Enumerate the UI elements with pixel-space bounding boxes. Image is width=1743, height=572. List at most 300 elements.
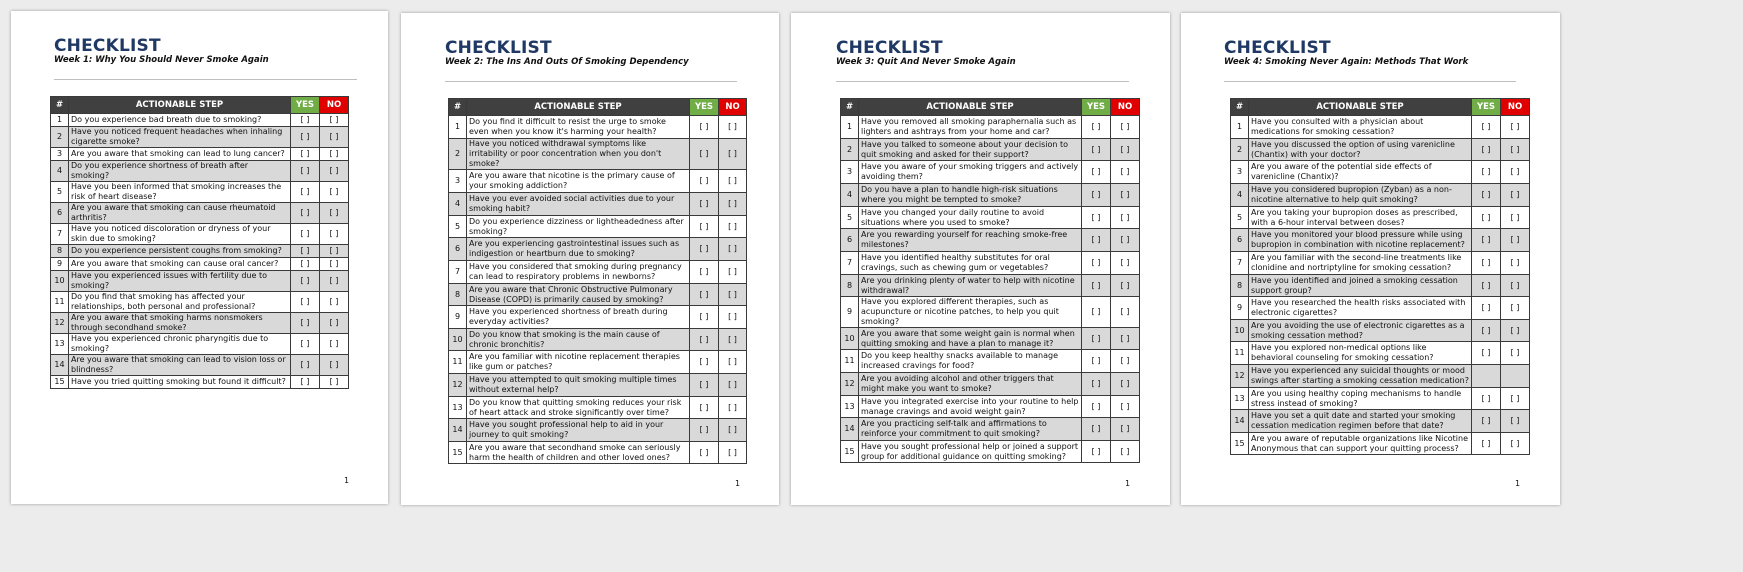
yes-checkbox[interactable]: [ ] [291,127,320,148]
step-text: Are you aware of the potential side effects of varenicline (Chantix)? [1249,161,1472,184]
yes-checkbox[interactable]: [ ] [690,238,719,261]
header-row [1231,99,1530,116]
no-checkbox[interactable]: [ ] [1111,184,1140,207]
step-text: Have you consulted with a physician about medications for smoking cessation? [1249,116,1472,139]
page-subtitle: Week 1: Why You Should Never Smoke Again [54,55,269,65]
row-number: 3 [449,170,467,193]
page-title: CHECKLIST [445,38,552,58]
header-step: ACTIONABLE STEP [467,99,690,116]
page-subtitle: Week 4: Smoking Never Again: Methods That Work [1224,57,1469,67]
page-subtitle: Week 2: The Ins And Outs Of Smoking Dependency [445,57,689,67]
row-number: 10 [841,328,859,350]
table-row [449,139,747,170]
no-checkbox[interactable]: [ ] [320,182,349,203]
no-checkbox[interactable]: [ ] [1111,373,1140,396]
table-row [449,261,747,284]
no-checkbox[interactable]: [ ] [1111,229,1140,252]
table-row [51,161,349,182]
header-num: # [449,99,467,116]
table-row [51,224,349,245]
table-row [449,374,747,397]
step-text: Have you identified healthy substitutes for oral cravings, such as chewing gum or vegetables? [859,252,1082,275]
yes-checkbox[interactable]: [ ] [690,116,719,139]
step-text: Have you ever avoided social activities due to your smoking habit? [467,193,690,216]
yes-checkbox[interactable]: [ ] [291,355,320,376]
table-row [841,418,1140,441]
no-checkbox[interactable]: [ ] [320,161,349,182]
no-checkbox[interactable]: [ ] [1501,207,1530,229]
yes-checkbox[interactable]: [ ] [690,306,719,329]
step-text: Do you keep healthy snacks available to manage increased cravings for food? [859,350,1082,373]
checklist-page [11,11,388,504]
no-checkbox[interactable]: [ ] [320,203,349,224]
step-text: Are you drinking plenty of water to help with nicotine withdrawal? [859,275,1082,297]
header-row [449,99,747,116]
row-number: 7 [449,261,467,284]
step-text: Do you find that smoking has affected your relationships, both personal and professional? [69,292,291,313]
no-checkbox[interactable]: [ ] [320,258,349,271]
no-checkbox[interactable]: [ ] [1111,350,1140,373]
no-checkbox[interactable]: [ ] [1111,161,1140,184]
no-checkbox[interactable]: [ ] [320,355,349,376]
table-row [449,306,747,329]
no-checkbox[interactable]: [ ] [1501,275,1530,297]
table-row [1231,207,1530,229]
yes-checkbox[interactable]: [ ] [1472,297,1501,320]
row-number: 9 [51,258,69,271]
yes-checkbox[interactable]: [ ] [1082,229,1111,252]
row-number: 5 [449,216,467,238]
yes-checkbox[interactable]: [ ] [690,329,719,351]
table-row [1231,161,1530,184]
no-checkbox[interactable]: [ ] [719,306,747,329]
row-number: 15 [449,442,467,464]
row-number: 1 [841,116,859,139]
row-number: 14 [1231,410,1249,433]
row-number: 6 [841,229,859,252]
row-number: 7 [1231,252,1249,275]
no-checkbox[interactable]: [ ] [1111,116,1140,139]
table-row [449,116,747,139]
checklist-table [448,98,747,464]
step-text: Have you sought professional help or joined a support group for additional guidance on quitting smoking? [859,441,1082,463]
yes-checkbox[interactable]: [ ] [1082,275,1111,297]
row-number: 8 [1231,275,1249,297]
yes-checkbox[interactable]: [ ] [690,216,719,238]
step-text: Are you aware that smoking can lead to vision loss or blindness? [69,355,291,376]
yes-checkbox[interactable]: [ ] [291,114,320,127]
table-row [51,292,349,313]
yes-checkbox[interactable]: [ ] [1082,373,1111,396]
table-row [449,397,747,419]
no-checkbox[interactable]: [ ] [1111,139,1140,161]
row-number: 1 [449,116,467,139]
step-text: Are you taking your bupropion doses as prescribed, with a 6-hour interval between doses? [1249,207,1472,229]
table-row [841,297,1140,328]
no-checkbox[interactable]: [ ] [320,127,349,148]
step-text: Have you noticed discoloration or dryness of your skin due to smoking? [69,224,291,245]
no-checkbox[interactable]: [ ] [1111,207,1140,229]
no-checkbox[interactable]: [ ] [1501,388,1530,410]
table-row [51,334,349,355]
table-row [449,170,747,193]
yes-checkbox[interactable]: [ ] [1082,350,1111,373]
row-number: 13 [1231,388,1249,410]
row-number: 9 [449,306,467,329]
yes-checkbox[interactable]: [ ] [1472,388,1501,410]
row-number: 5 [1231,207,1249,229]
table-row [1231,433,1530,455]
page-title: CHECKLIST [54,36,161,56]
yes-checkbox[interactable]: [ ] [1472,161,1501,184]
header-num: # [841,99,859,116]
row-number: 3 [51,148,69,161]
table-row [841,161,1140,184]
page-subtitle: Week 3: Quit And Never Smoke Again [836,57,1016,67]
yes-checkbox[interactable]: [ ] [291,258,320,271]
step-text: Are you aware that secondhand smoke can seriously harm the health of children and other loved ones? [467,442,690,464]
header-step: ACTIONABLE STEP [859,99,1082,116]
no-checkbox[interactable]: [ ] [719,442,747,464]
yes-checkbox[interactable]: [ ] [690,170,719,193]
table-row [1231,139,1530,161]
row-number: 4 [449,193,467,216]
row-number: 10 [1231,320,1249,342]
yes-checkbox[interactable]: [ ] [1472,320,1501,342]
no-checkbox[interactable]: [ ] [320,245,349,258]
table-row [449,351,747,374]
yes-checkbox[interactable] [1472,365,1501,388]
table-row [51,376,349,389]
no-checkbox[interactable]: [ ] [1111,418,1140,441]
no-checkbox[interactable]: [ ] [1111,252,1140,275]
row-number: 8 [51,245,69,258]
step-text: Do you experience dizziness or lightheadedness after smoking? [467,216,690,238]
yes-checkbox[interactable]: [ ] [1082,207,1111,229]
table-row [1231,275,1530,297]
row-number: 9 [1231,297,1249,320]
yes-checkbox[interactable]: [ ] [291,182,320,203]
yes-checkbox[interactable]: [ ] [1472,275,1501,297]
no-checkbox[interactable]: [ ] [1501,410,1530,433]
no-checkbox[interactable]: [ ] [719,261,747,284]
yes-checkbox[interactable]: [ ] [1472,410,1501,433]
divider [836,81,1129,82]
step-text: Have you attempted to quit smoking multiple times without external help? [467,374,690,397]
no-checkbox[interactable]: [ ] [719,139,747,170]
yes-checkbox[interactable]: [ ] [1472,252,1501,275]
yes-checkbox[interactable]: [ ] [690,284,719,306]
yes-checkbox[interactable]: [ ] [291,376,320,389]
no-checkbox[interactable]: [ ] [719,419,747,442]
no-checkbox[interactable] [1501,365,1530,388]
yes-checkbox[interactable]: [ ] [291,271,320,292]
no-checkbox[interactable]: [ ] [1111,328,1140,350]
row-number: 13 [449,397,467,419]
table-row [841,350,1140,373]
yes-checkbox[interactable]: [ ] [291,203,320,224]
no-checkbox[interactable]: [ ] [719,170,747,193]
page-number: 1 [1125,479,1131,488]
table-row [51,114,349,127]
yes-checkbox[interactable]: [ ] [1082,297,1111,328]
table-row [51,355,349,376]
table-row [841,373,1140,396]
yes-checkbox[interactable]: [ ] [291,313,320,334]
table-row [449,193,747,216]
step-text: Have you experienced chronic pharyngitis due to smoking? [69,334,291,355]
table-row [51,182,349,203]
no-checkbox[interactable]: [ ] [1501,342,1530,365]
no-checkbox[interactable]: [ ] [719,351,747,374]
table-row [841,207,1140,229]
step-text: Have you set a quit date and started your smoking cessation medication regimen before that date? [1249,410,1472,433]
row-number: 10 [449,329,467,351]
no-checkbox[interactable]: [ ] [1501,229,1530,252]
yes-checkbox[interactable]: [ ] [1472,184,1501,207]
row-number: 2 [1231,139,1249,161]
step-text: Have you experienced any suicidal thoughts or mood swings after starting a smoking cessation medication? [1249,365,1472,388]
yes-checkbox[interactable]: [ ] [1082,139,1111,161]
step-text: Are you practicing self-talk and affirmations to reinforce your commitment to quit smoking? [859,418,1082,441]
step-text: Are you aware that some weight gain is normal when quitting smoking and have a plan to manage it? [859,328,1082,350]
yes-checkbox[interactable]: [ ] [1082,184,1111,207]
step-text: Have you tried quitting smoking but found it difficult? [69,376,291,389]
yes-checkbox[interactable]: [ ] [1082,161,1111,184]
table-row [841,275,1140,297]
row-number: 8 [449,284,467,306]
yes-checkbox[interactable]: [ ] [690,261,719,284]
yes-checkbox[interactable]: [ ] [1472,207,1501,229]
no-checkbox[interactable]: [ ] [320,313,349,334]
row-number: 15 [1231,433,1249,455]
step-text: Are you familiar with the second-line treatments like clonidine and nortriptyline for smoking cessation? [1249,252,1472,275]
step-text: Do you find it difficult to resist the urge to smoke even when you know it's harming your health? [467,116,690,139]
no-checkbox[interactable]: [ ] [719,374,747,397]
yes-checkbox[interactable]: [ ] [291,148,320,161]
yes-checkbox[interactable]: [ ] [690,374,719,397]
yes-checkbox[interactable]: [ ] [291,292,320,313]
row-number: 5 [841,207,859,229]
row-number: 12 [1231,365,1249,388]
step-text: Are you aware that smoking can cause rheumatoid arthritis? [69,203,291,224]
no-checkbox[interactable]: [ ] [1111,441,1140,463]
step-text: Are you avoiding the use of electronic cigarettes as a smoking cessation method? [1249,320,1472,342]
no-checkbox[interactable]: [ ] [320,334,349,355]
no-checkbox[interactable]: [ ] [1501,297,1530,320]
no-checkbox[interactable]: [ ] [320,271,349,292]
no-checkbox[interactable]: [ ] [320,148,349,161]
yes-checkbox[interactable]: [ ] [1472,139,1501,161]
header-yes: YES [690,99,719,116]
row-number: 14 [841,418,859,441]
yes-checkbox[interactable]: [ ] [1082,252,1111,275]
yes-checkbox[interactable]: [ ] [1082,328,1111,350]
row-number: 12 [841,373,859,396]
yes-checkbox[interactable]: [ ] [291,224,320,245]
step-text: Have you noticed withdrawal symptoms like irritability or poor concentration when you don't smoke? [467,139,690,170]
row-number: 2 [51,127,69,148]
step-text: Are you aware that nicotine is the primary cause of your smoking addiction? [467,170,690,193]
table-row [449,442,747,464]
header-no: NO [719,99,747,116]
no-checkbox[interactable]: [ ] [320,224,349,245]
no-checkbox[interactable]: [ ] [1501,320,1530,342]
header-row [841,99,1140,116]
row-number: 8 [841,275,859,297]
no-checkbox[interactable]: [ ] [320,114,349,127]
yes-checkbox[interactable]: [ ] [291,334,320,355]
table-row [841,184,1140,207]
no-checkbox[interactable]: [ ] [1111,396,1140,418]
step-text: Have you integrated exercise into your routine to help manage cravings and avoid weight gain? [859,396,1082,418]
yes-checkbox[interactable]: [ ] [1472,433,1501,455]
no-checkbox[interactable]: [ ] [719,397,747,419]
table-row [1231,297,1530,320]
no-checkbox[interactable]: [ ] [719,284,747,306]
no-checkbox[interactable]: [ ] [719,193,747,216]
table-row [1231,116,1530,139]
row-number: 4 [1231,184,1249,207]
no-checkbox[interactable]: [ ] [1501,252,1530,275]
yes-checkbox[interactable]: [ ] [1472,229,1501,252]
table-row [1231,388,1530,410]
no-checkbox[interactable]: [ ] [1111,275,1140,297]
no-checkbox[interactable]: [ ] [1111,297,1140,328]
table-row [841,396,1140,418]
step-text: Have you removed all smoking paraphernalia such as lighters and ashtrays from your home and car? [859,116,1082,139]
row-number: 1 [1231,116,1249,139]
step-text: Have you talked to someone about your decision to quit smoking and asked for their support? [859,139,1082,161]
step-text: Are you rewarding yourself for reaching smoke-free milestones? [859,229,1082,252]
page-title: CHECKLIST [1224,38,1331,58]
table-row [1231,252,1530,275]
yes-checkbox[interactable]: [ ] [690,419,719,442]
row-number: 6 [1231,229,1249,252]
row-number: 6 [51,203,69,224]
checklist-table [1230,98,1530,455]
no-checkbox[interactable]: [ ] [1501,433,1530,455]
row-number: 15 [841,441,859,463]
row-number: 4 [841,184,859,207]
step-text: Have you aware of your smoking triggers and actively avoiding them? [859,161,1082,184]
table-row [1231,365,1530,388]
yes-checkbox[interactable]: [ ] [291,245,320,258]
step-text: Have you experienced shortness of breath during everyday activities? [467,306,690,329]
yes-checkbox[interactable]: [ ] [1082,116,1111,139]
table-row [51,203,349,224]
row-number: 3 [841,161,859,184]
no-checkbox[interactable]: [ ] [1501,161,1530,184]
step-text: Have you explored non-medical options like behavioral counseling for smoking cessation? [1249,342,1472,365]
no-checkbox[interactable]: [ ] [719,216,747,238]
table-row [841,441,1140,463]
step-text: Are you aware that Chronic Obstructive Pulmonary Disease (COPD) is primarily caused by smoking? [467,284,690,306]
step-text: Are you aware that smoking can cause oral cancer? [69,258,291,271]
table-row [1231,342,1530,365]
yes-checkbox[interactable]: [ ] [690,397,719,419]
table-row [449,216,747,238]
yes-checkbox[interactable]: [ ] [1472,342,1501,365]
yes-checkbox[interactable]: [ ] [690,193,719,216]
yes-checkbox[interactable]: [ ] [1472,116,1501,139]
table-row [449,284,747,306]
table-row [841,252,1140,275]
no-checkbox[interactable]: [ ] [1501,184,1530,207]
no-checkbox[interactable]: [ ] [320,376,349,389]
row-number: 14 [51,355,69,376]
row-number: 9 [841,297,859,328]
header-num: # [51,97,69,114]
row-number: 15 [51,376,69,389]
row-number: 5 [51,182,69,203]
row-number: 2 [841,139,859,161]
yes-checkbox[interactable]: [ ] [690,442,719,464]
no-checkbox[interactable]: [ ] [719,116,747,139]
yes-checkbox[interactable]: [ ] [1082,418,1111,441]
step-text: Have you researched the health risks associated with electronic cigarettes? [1249,297,1472,320]
yes-checkbox[interactable]: [ ] [690,351,719,374]
no-checkbox[interactable]: [ ] [320,292,349,313]
table-row [1231,184,1530,207]
no-checkbox[interactable]: [ ] [1501,139,1530,161]
step-text: Are you aware that smoking harms nonsmokers through secondhand smoke? [69,313,291,334]
table-row [841,229,1140,252]
table-row [1231,410,1530,433]
header-step: ACTIONABLE STEP [69,97,291,114]
divider [1224,81,1516,82]
step-text: Have you noticed frequent headaches when inhaling cigarette smoke? [69,127,291,148]
step-text: Have you experienced issues with fertility due to smoking? [69,271,291,292]
yes-checkbox[interactable]: [ ] [1082,441,1111,463]
table-row [51,258,349,271]
row-number: 11 [841,350,859,373]
table-row [51,127,349,148]
row-number: 7 [841,252,859,275]
table-row [449,419,747,442]
yes-checkbox[interactable]: [ ] [690,139,719,170]
yes-checkbox[interactable]: [ ] [1082,396,1111,418]
table-row [841,116,1140,139]
no-checkbox[interactable]: [ ] [719,238,747,261]
step-text: Have you sought professional help to aid in your journey to quit smoking? [467,419,690,442]
header-yes: YES [1082,99,1111,116]
row-number: 2 [449,139,467,170]
no-checkbox[interactable]: [ ] [1501,116,1530,139]
yes-checkbox[interactable]: [ ] [291,161,320,182]
table-row [841,328,1140,350]
row-number: 11 [449,351,467,374]
table-row [449,329,747,351]
row-number: 13 [841,396,859,418]
header-no: NO [1501,99,1530,116]
row-number: 3 [1231,161,1249,184]
step-text: Have you explored different therapies, such as acupuncture or nicotine patches, to help you quit smoking? [859,297,1082,328]
row-number: 12 [449,374,467,397]
table-row [449,238,747,261]
no-checkbox[interactable]: [ ] [719,329,747,351]
step-text: Have you monitored your blood pressure while using bupropion in combination with nicotine replacement? [1249,229,1472,252]
header-yes: YES [1472,99,1501,116]
row-number: 11 [1231,342,1249,365]
page-number: 1 [735,479,741,488]
row-number: 1 [51,114,69,127]
step-text: Do you experience shortness of breath after smoking? [69,161,291,182]
checklist-page [791,13,1170,505]
step-text: Do you experience bad breath due to smoking? [69,114,291,127]
step-text: Have you been informed that smoking increases the risk of heart disease? [69,182,291,203]
row-number: 13 [51,334,69,355]
